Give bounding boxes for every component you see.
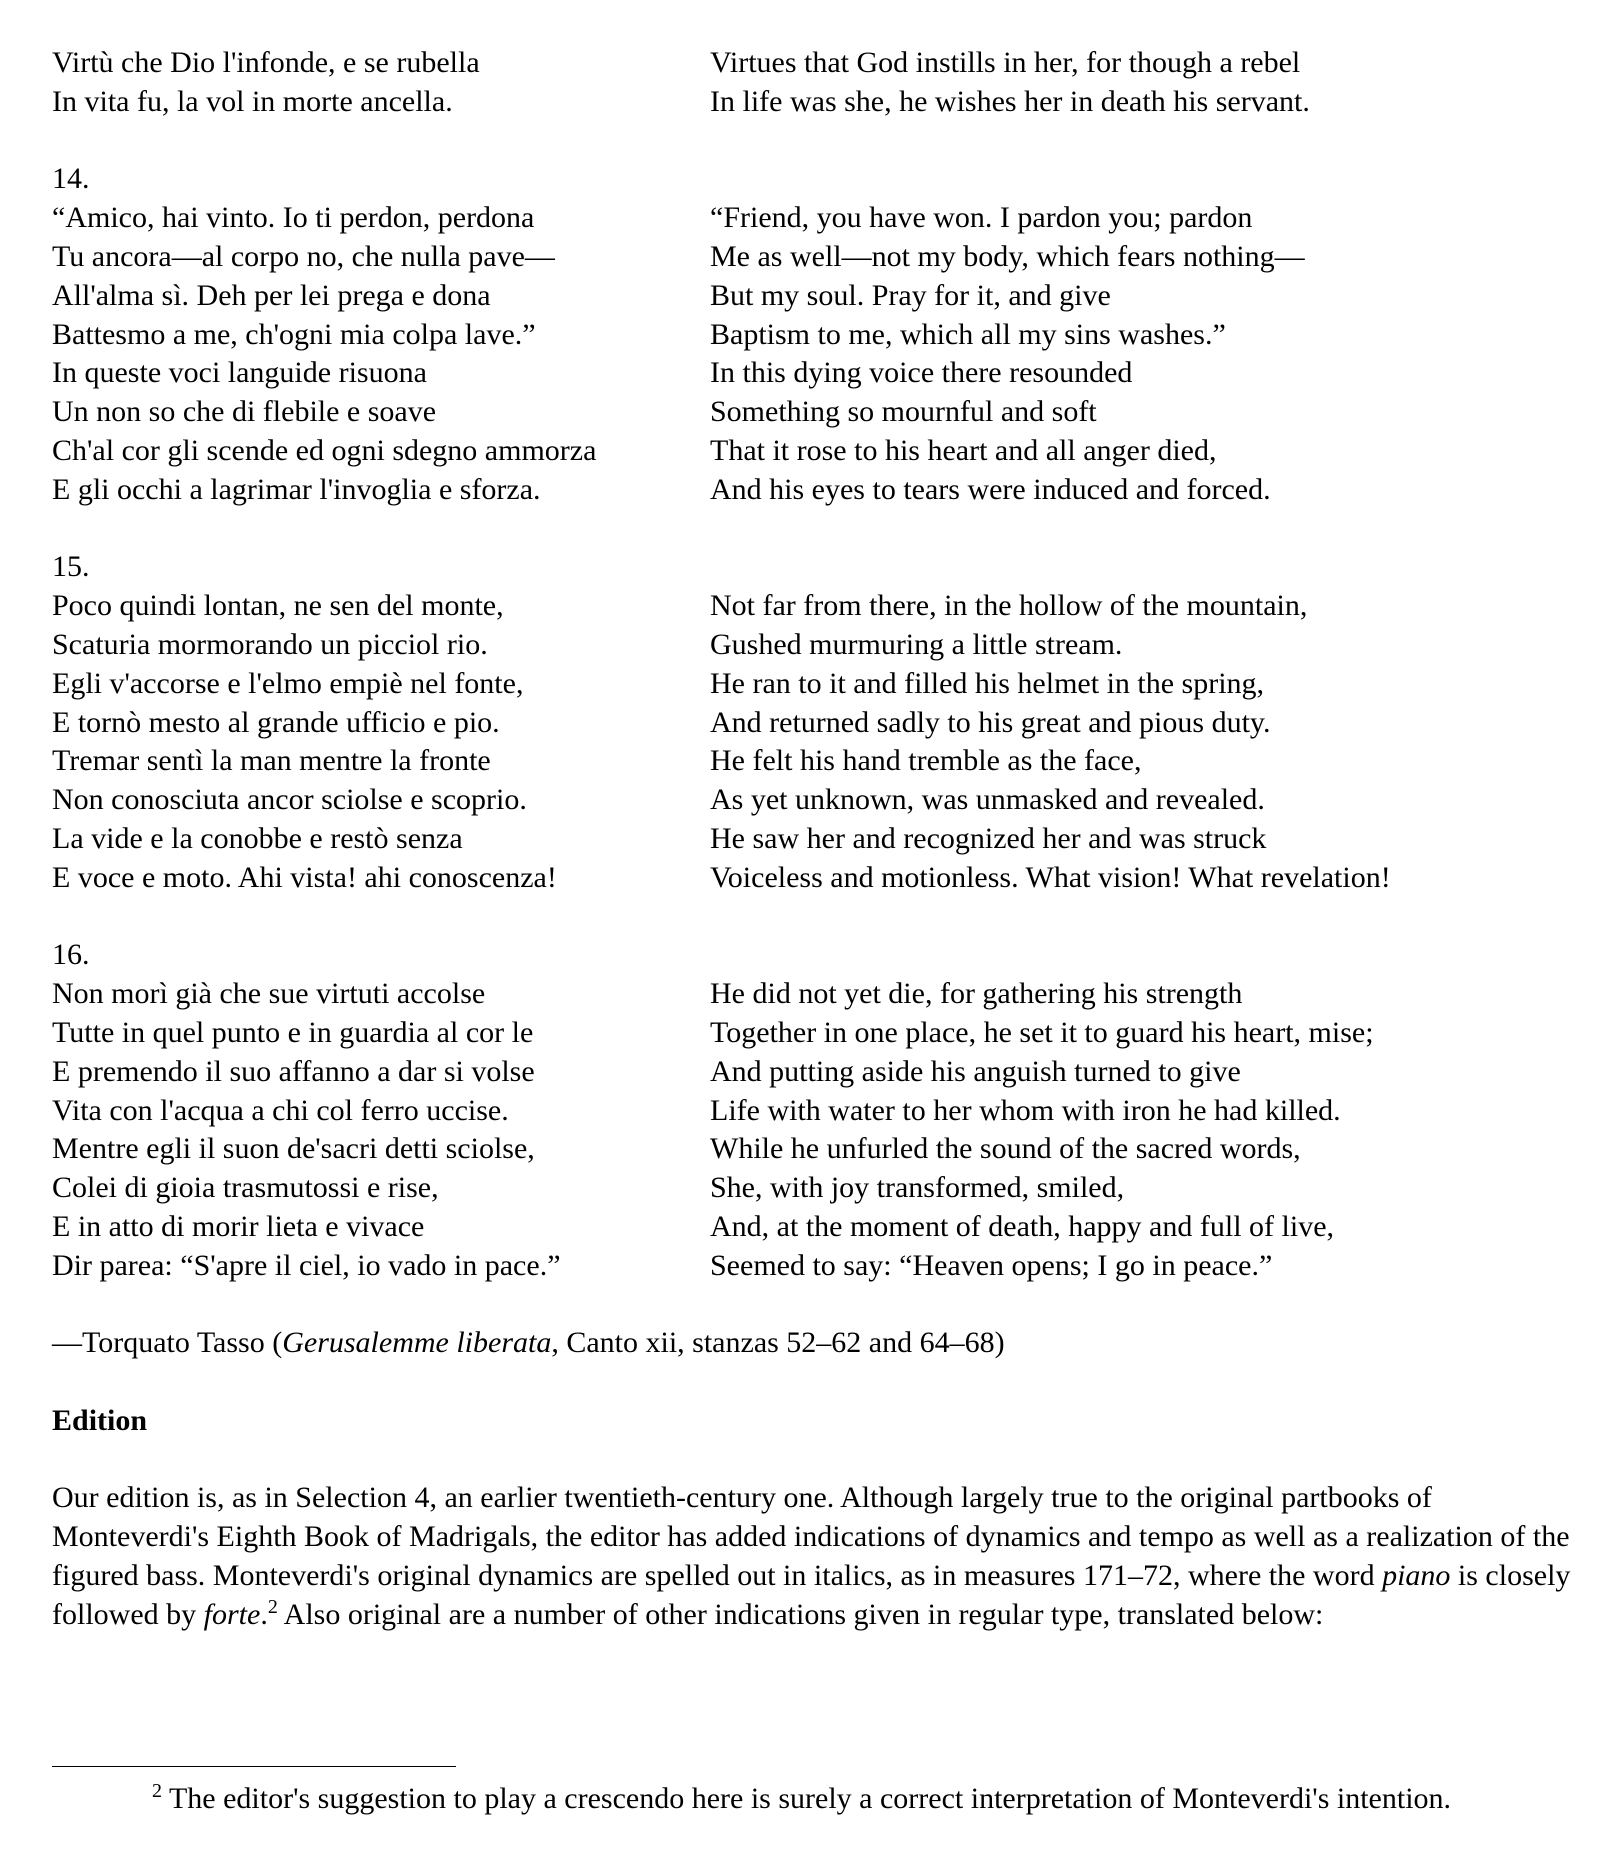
italian-line: Tremar sentì la man mentre la fronte <box>52 744 491 778</box>
section-heading: Edition <box>52 1403 148 1437</box>
english-column <box>710 44 1572 122</box>
italian-line: E in atto di morir lieta e vivace <box>52 1209 425 1243</box>
english-line: Voiceless and motionless. What vision! What revelation! <box>710 860 1391 894</box>
italian-line: E gli occhi a lagrimar l'invoglia e sforza. <box>52 472 541 506</box>
italian-column <box>52 44 710 122</box>
italian-line: “Amico, hai vinto. Io ti perdon, perdona <box>52 201 535 235</box>
attribution-suffix: , Canto xii, stanzas 52–62 and 64–68) <box>551 1326 1005 1360</box>
stanza-number-spacer <box>710 548 1572 587</box>
attribution-prefix: —Torquato Tasso ( <box>52 1326 283 1360</box>
italian-line: Poco quindi lontan, ne sen del monte, <box>52 589 504 623</box>
english-line: Not far from there, in the hollow of the mountain, <box>710 589 1308 623</box>
italian-line: Tu ancora—al corpo no, che nulla pave— <box>52 239 555 273</box>
english-line: Seemed to say: “Heaven opens; I go in peace.” <box>710 1248 1273 1282</box>
italian-line: Ch'al cor gli scende ed ogni sdegno ammorza <box>52 433 597 467</box>
italian-line: La vide e la conobbe e restò senza <box>52 821 463 855</box>
english-column <box>710 160 1572 509</box>
italian-line: Non conosciuta ancor sciolse e scoprio. <box>52 783 527 817</box>
italian-line: E tornò mesto al grande ufficio e pio. <box>52 705 500 739</box>
italian-line: All'alma sì. Deh per lei prega e dona <box>52 278 491 312</box>
stanza-16 <box>52 936 1572 1285</box>
stanza-14 <box>52 160 1572 509</box>
italian-line: Virtù che Dio l'infonde, e se rubella <box>52 46 480 79</box>
paragraph-text: Also original are a number of other indications given in regular type, translated below: <box>277 1597 1324 1631</box>
document-page <box>52 44 1572 1635</box>
english-line: As yet unknown, was unmasked and revealed. <box>710 783 1265 817</box>
english-line: Baptism to me, which all my sins washes.” <box>710 317 1226 351</box>
english-line: Life with water to her whom with iron he had killed. <box>710 1093 1341 1127</box>
italian-line: E voce e moto. Ahi vista! ahi conoscenza! <box>52 860 557 894</box>
english-line: While he unfurled the sound of the sacred words, <box>710 1132 1301 1166</box>
italian-column <box>52 936 710 1285</box>
italian-line: Mentre egli il suon de'sacri detti sciolse, <box>52 1132 535 1166</box>
footnote <box>52 1780 1492 1818</box>
stanza-number: 15. <box>52 550 90 584</box>
english-line: Virtues that God instills in her, for though a rebel <box>710 46 1301 79</box>
footnote-separator <box>52 1766 456 1767</box>
italian-line: Egli v'accorse e l'elmo empiè nel fonte, <box>52 666 524 700</box>
stanza-number-spacer <box>710 936 1572 975</box>
stanza-number-spacer <box>710 160 1572 199</box>
footnote-text: The editor's suggestion to play a crescendo here is surely a correct interpretation of Monteverdi's intention. <box>162 1782 1452 1815</box>
english-line: Together in one place, he set it to guard his heart, mise; <box>710 1015 1374 1049</box>
english-line: He saw her and recognized her and was struck <box>710 821 1267 855</box>
english-line: In this dying voice there resounded <box>710 356 1133 390</box>
italian-line: Scaturia mormorando un picciol rio. <box>52 627 488 661</box>
english-line: That it rose to his heart and all anger died, <box>710 433 1217 467</box>
italian-column <box>52 160 710 509</box>
italian-line: Tutte in quel punto e in guardia al cor le <box>52 1015 534 1049</box>
english-line: And his eyes to tears were induced and forced. <box>710 472 1271 506</box>
stanza-15 <box>52 548 1572 897</box>
english-line: She, with joy transformed, smiled, <box>710 1171 1125 1205</box>
english-line: And putting aside his anguish turned to give <box>710 1054 1241 1088</box>
english-line: He felt his hand tremble as the face, <box>710 744 1142 778</box>
italian-line: Battesmo a me, ch'ogni mia colpa lave.” <box>52 317 536 351</box>
english-column <box>710 548 1572 897</box>
english-line: Gushed murmuring a little stream. <box>710 627 1123 661</box>
italian-line: E premendo il suo affanno a dar si volse <box>52 1054 535 1088</box>
english-line: Me as well—not my body, which fears nothing— <box>710 239 1305 273</box>
footnote-marker: 2 <box>152 1780 162 1802</box>
footnote-reference[interactable]: 2 <box>267 1595 278 1618</box>
paragraph-text: . <box>260 1597 268 1631</box>
italian-line: In vita fu, la vol in morte ancella. <box>52 84 453 118</box>
dynamic-term-piano: piano <box>1382 1559 1451 1593</box>
paragraph-text: is closely followed by <box>52 1559 1571 1631</box>
english-line: “Friend, you have won. I pardon you; pardon <box>710 201 1253 235</box>
stanza-number: 16. <box>52 938 90 972</box>
italian-line: Non morì già che sue virtuti accolse <box>52 977 486 1011</box>
english-line: But my soul. Pray for it, and give <box>710 278 1111 312</box>
english-line: And returned sadly to his great and pious duty. <box>710 705 1271 739</box>
italian-column <box>52 548 710 897</box>
edition-paragraph <box>52 1479 1572 1634</box>
italian-line: Dir parea: “S'apre il ciel, io vado in pace.” <box>52 1248 561 1282</box>
english-line: Something so mournful and soft <box>710 395 1097 429</box>
italian-line: In queste voci languide risuona <box>52 356 427 390</box>
stanza-number: 14. <box>52 162 90 196</box>
dynamic-term-forte: forte <box>203 1597 261 1631</box>
paragraph-text: Our edition is, as in Selection 4, an earlier twentieth-century one. Although largely true to the original partbooks of Monteverdi's Eighth Book of Madrigals, the editor has added indications of dynamics and tempo as well as a realization of the figured bass. Monteverdi's original dynamics are spelled out in italics, as in measures 171–72, where the word <box>52 1481 1570 1593</box>
italian-line: Vita con l'acqua a chi col ferro uccise. <box>52 1093 509 1127</box>
work-title: Gerusalemme liberata <box>282 1326 552 1360</box>
english-line: He ran to it and filled his helmet in the spring, <box>710 666 1265 700</box>
english-line: In life was she, he wishes her in death his servant. <box>710 84 1310 118</box>
italian-line: Colei di gioia trasmutossi e rise, <box>52 1171 439 1205</box>
italian-line: Un non so che di flebile e soave <box>52 395 437 429</box>
poem-attribution <box>52 1324 1572 1363</box>
opening-couplet <box>52 44 1572 122</box>
english-line: He did not yet die, for gathering his strength <box>710 977 1243 1011</box>
english-column <box>710 936 1572 1285</box>
english-line: And, at the moment of death, happy and full of live, <box>710 1209 1335 1243</box>
